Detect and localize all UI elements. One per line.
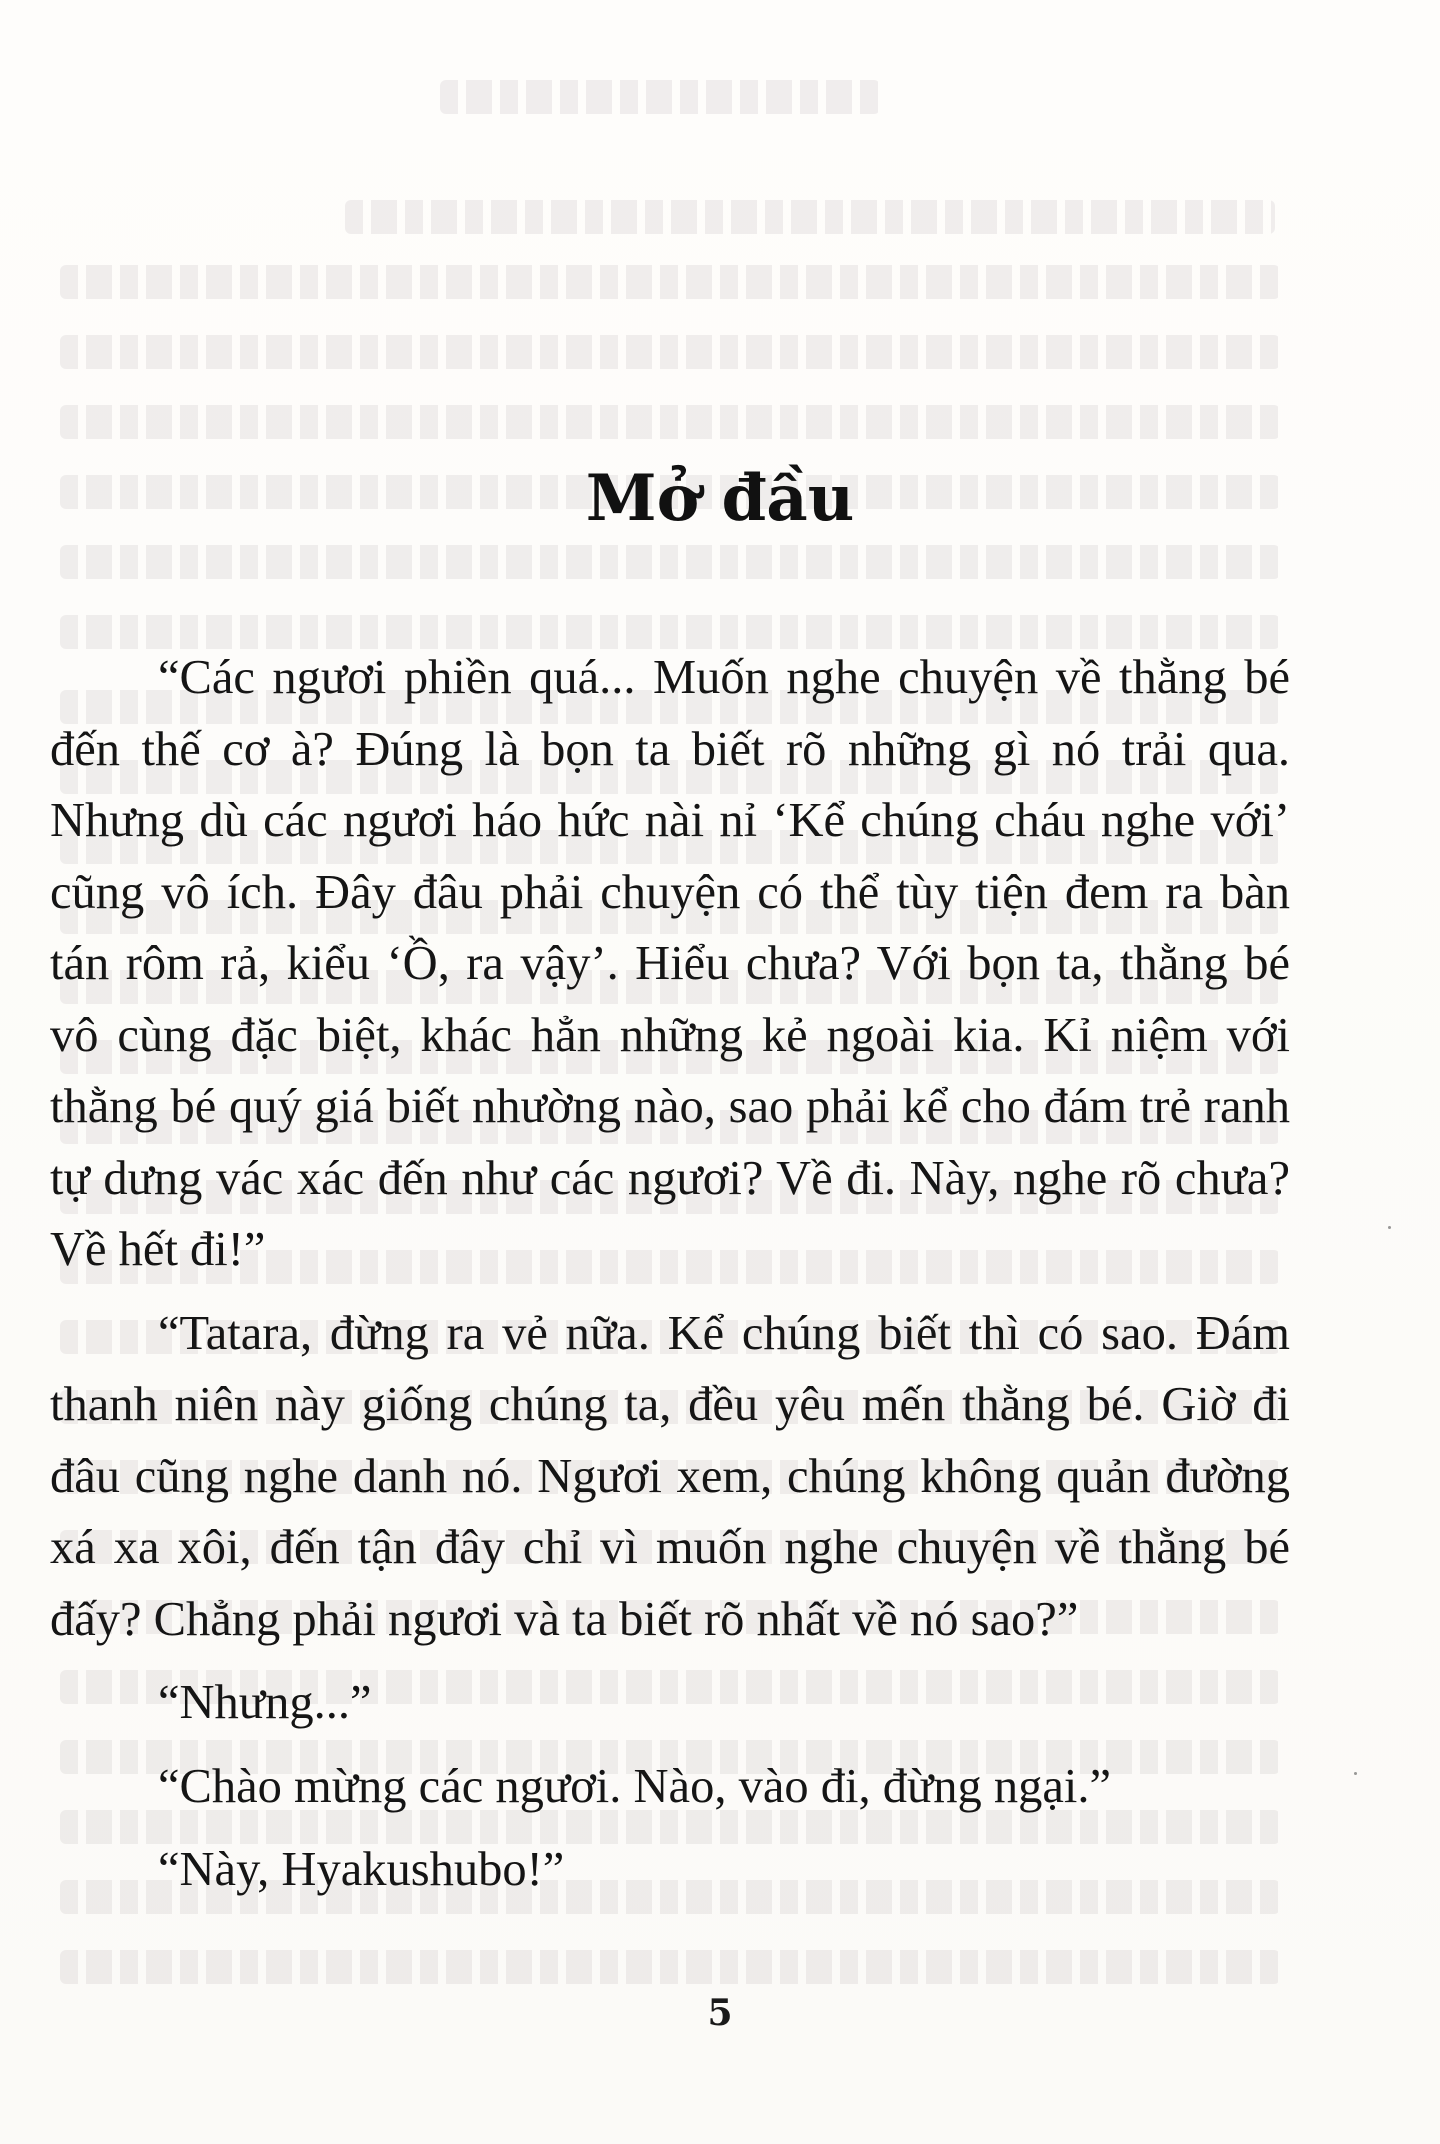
paper-speck	[1354, 1772, 1357, 1775]
paragraph: “Chào mừng các ngươi. Nào, vào đi, đừng ngại.”	[158, 1759, 1112, 1813]
paragraph: “Này, Hyakushubo!”	[158, 1843, 565, 1896]
paragraph: “Các ngươi phiền quá... Muốn nghe chuyện về thằng bé đến thế cơ à? Đúng là bọn ta biết rõ những gì nó trải qua. Nhưng dù các ngươi háo hức nài nỉ ‘Kể chúng cháu nghe với’ cũng vô ích. Đây đâu phải chuyện có thể tùy tiện đem ra bàn tán rôm rả, kiểu ‘Ồ, ra vậy’. Hiểu chưa? Với bọn ta, thằng bé vô cùng đặc biệt, khác hẳn những kẻ ngoài kia. Kỉ niệm với thằng bé quý giá biết nhường nào, sao phải kể cho đám trẻ ranh tự dưng vác xác đến như các ngươi? Về đi. Này, nghe rõ chưa? Về hết đi!”	[50, 651, 1290, 1276]
paragraph: “Nhưng...”	[158, 1676, 372, 1729]
paragraph: “Tatara, đừng ra vẻ nữa. Kể chúng biết thì có sao. Đám thanh niên này giống chúng ta, đều yêu mến thằng bé. Giờ đi đâu cũng nghe danh nó. Ngươi xem, chúng không quản đường xá xa xôi, đến tận đây chỉ vì muốn nghe chuyện về thằng bé đấy? Chẳng phải ngươi và ta biết rõ nhất về nó sao?”	[50, 1306, 1290, 1646]
paper-speck	[1388, 1226, 1391, 1229]
chapter-body	[50, 642, 1290, 1906]
page-number: 5	[707, 1992, 733, 2034]
chapter-title: Mở đầu	[585, 460, 855, 536]
